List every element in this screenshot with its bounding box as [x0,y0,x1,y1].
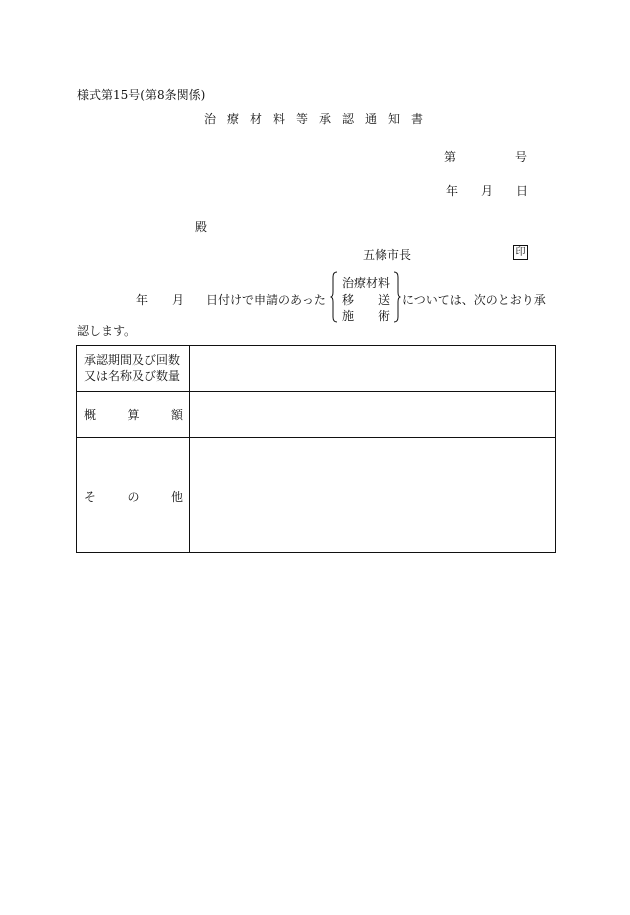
row-label-other [84,488,183,505]
date-year-label: 年 [446,184,459,198]
number-suffix: 号 [515,150,528,164]
body-text-before: 日付けで申請のあった [206,293,326,307]
body-text-after: については、次のとおり承 [402,293,546,307]
issuer-name: 五條市長 [363,248,412,262]
addressee-honorific: 殿 [195,220,208,234]
row-label-char: 額 [170,408,183,422]
table-row-estimate [77,391,555,438]
body-text-continued: 認します。 [77,324,137,338]
row-label-line: 承認期間及び回数 [84,353,181,367]
column-divider [189,346,190,391]
row-label-char: 算 [127,408,140,422]
option-treatment-materials: 治療材料 [342,276,391,290]
approval-table [76,345,556,553]
date-day-label: 日 [516,184,529,198]
right-brace-icon [393,271,401,323]
row-label-char: の [127,490,140,504]
seal-mark: 印 [513,245,528,260]
column-divider [189,391,190,437]
row-label-estimate [84,406,183,423]
row-label-period [84,352,180,384]
body-year-label: 年 [136,293,149,307]
row-label-char: 他 [170,490,183,504]
option-treatment: 施術 [342,309,415,323]
table-row-period [77,346,555,392]
row-label-line: 又は名称及び数量 [84,369,181,383]
left-brace-icon [330,271,338,323]
row-label-char: 概 [84,408,97,422]
column-divider [189,437,190,552]
document-title: 治療材料等承認通知書 [204,112,435,126]
form-number: 様式第15号(第8条関係) [77,88,206,102]
row-label-char: そ [84,490,97,504]
table-row-other [77,437,555,552]
date-month-label: 月 [481,184,494,198]
number-prefix: 第 [444,150,457,164]
option-transport: 移送 [342,293,415,307]
body-month-label: 月 [172,293,185,307]
